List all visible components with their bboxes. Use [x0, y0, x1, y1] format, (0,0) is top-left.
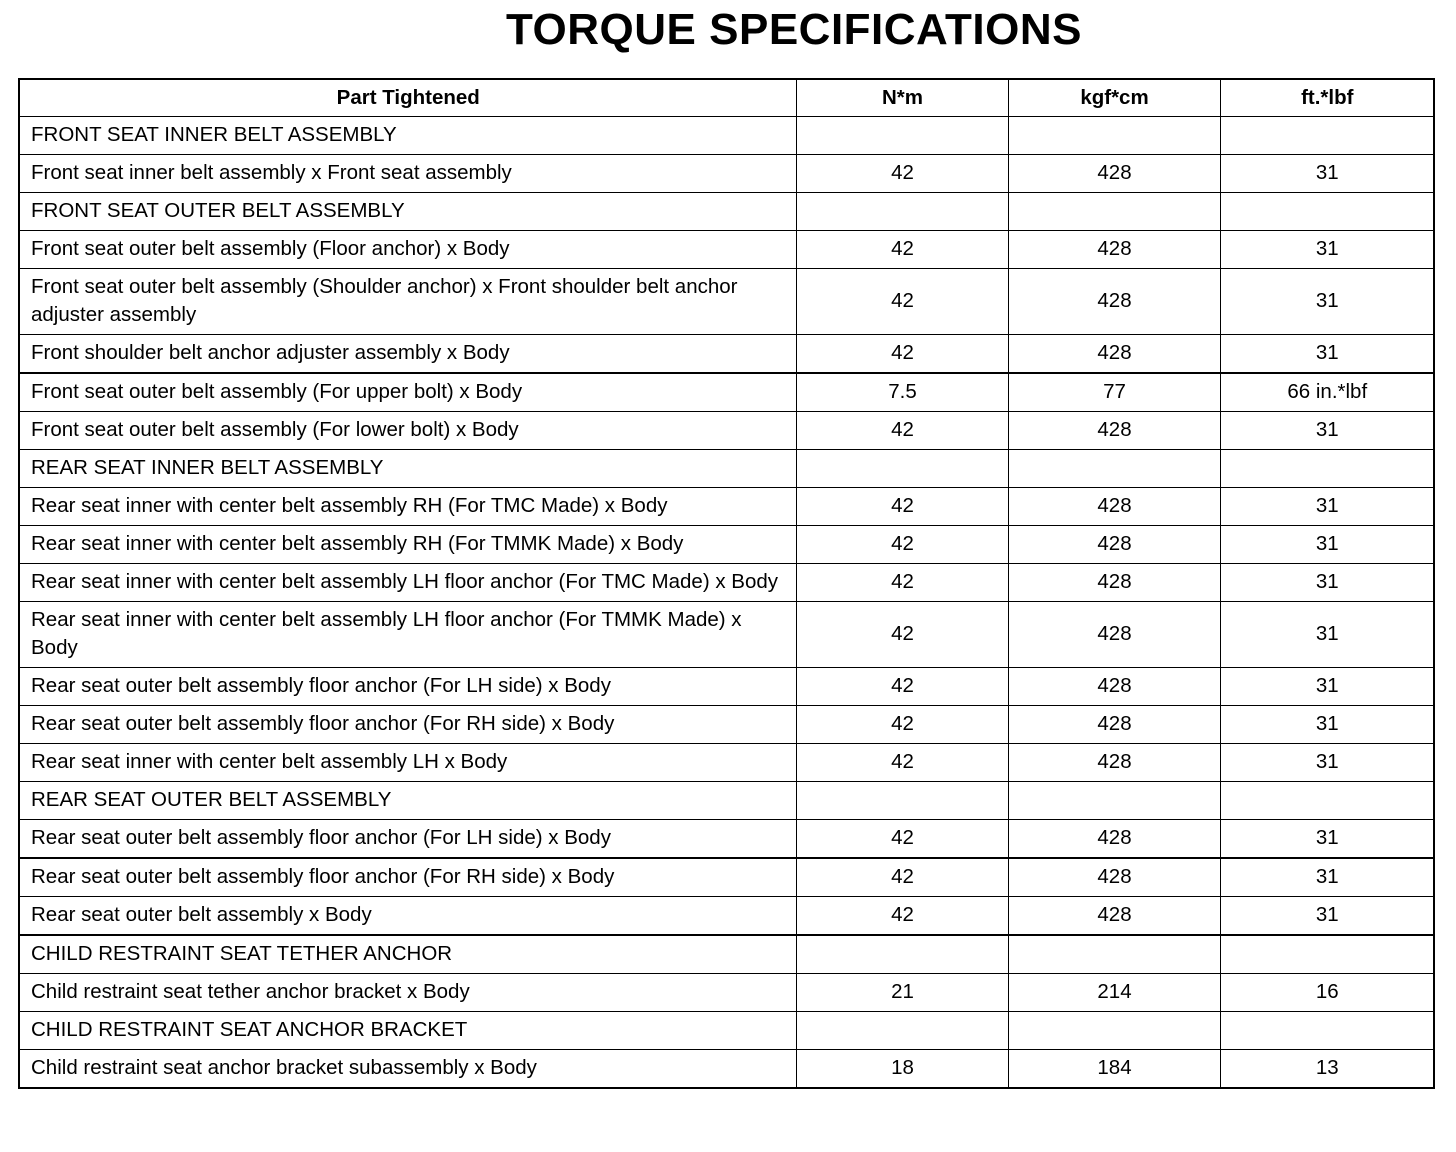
- table-row: [19, 269, 1434, 335]
- ftlbf-cell: [1220, 450, 1434, 488]
- nm-cell: 42: [796, 897, 1008, 936]
- part-cell: Rear seat inner with center belt assembly LH floor anchor (For TMC Made) x Body: [19, 564, 796, 602]
- nm-cell: 42: [796, 488, 1008, 526]
- part-cell: Front seat inner belt assembly x Front seat assembly: [19, 155, 796, 193]
- table-row: [19, 706, 1434, 744]
- ftlbf-cell: 31: [1220, 897, 1434, 936]
- nm-cell: 42: [796, 335, 1008, 374]
- page-title: TORQUE SPECIFICATIONS: [505, 5, 1083, 54]
- part-cell: Rear seat inner with center belt assembly LH floor anchor (For TMMK Made) x Body: [19, 602, 796, 668]
- part-cell: Rear seat outer belt assembly floor anchor (For RH side) x Body: [19, 858, 796, 897]
- nm-cell: 42: [796, 668, 1008, 706]
- table-row: [19, 564, 1434, 602]
- ftlbf-cell: 31: [1220, 488, 1434, 526]
- ftlbf-cell: 31: [1220, 269, 1434, 335]
- part-cell: Rear seat inner with center belt assembly LH x Body: [19, 744, 796, 782]
- ftlbf-cell: [1220, 117, 1434, 155]
- kgfcm-cell: 428: [1008, 488, 1220, 526]
- ftlbf-cell: 13: [1220, 1050, 1434, 1089]
- kgfcm-cell: 428: [1008, 269, 1220, 335]
- ftlbf-cell: 31: [1220, 602, 1434, 668]
- nm-cell: 42: [796, 412, 1008, 450]
- part-cell: FRONT SEAT OUTER BELT ASSEMBLY: [19, 193, 796, 231]
- nm-cell: [796, 935, 1008, 974]
- kgfcm-cell: [1008, 193, 1220, 231]
- table-row: [19, 744, 1434, 782]
- part-cell: Rear seat outer belt assembly floor anchor (For RH side) x Body: [19, 706, 796, 744]
- nm-cell: [796, 450, 1008, 488]
- kgfcm-cell: [1008, 1012, 1220, 1050]
- table-row: [19, 412, 1434, 450]
- section-row: [19, 450, 1434, 488]
- ftlbf-cell: 31: [1220, 155, 1434, 193]
- ftlbf-cell: 66 in.*lbf: [1220, 373, 1434, 412]
- table-row: [19, 858, 1434, 897]
- nm-cell: 42: [796, 602, 1008, 668]
- column-header-part: Part Tightened: [19, 79, 796, 117]
- header-row: [19, 79, 1434, 117]
- kgfcm-cell: [1008, 782, 1220, 820]
- table-row: [19, 1050, 1434, 1089]
- kgfcm-cell: 77: [1008, 373, 1220, 412]
- kgfcm-cell: 428: [1008, 564, 1220, 602]
- table-row: [19, 155, 1434, 193]
- column-header-kgfcm: kgf*cm: [1008, 79, 1220, 117]
- nm-cell: 42: [796, 744, 1008, 782]
- ftlbf-cell: 31: [1220, 668, 1434, 706]
- part-cell: CHILD RESTRAINT SEAT TETHER ANCHOR: [19, 935, 796, 974]
- kgfcm-cell: 428: [1008, 820, 1220, 859]
- nm-cell: 7.5: [796, 373, 1008, 412]
- table-row: [19, 820, 1434, 859]
- nm-cell: 42: [796, 269, 1008, 335]
- table-row: [19, 974, 1434, 1012]
- section-row: [19, 193, 1434, 231]
- kgfcm-cell: 428: [1008, 412, 1220, 450]
- nm-cell: [796, 117, 1008, 155]
- table-row: [19, 897, 1434, 936]
- table-row: [19, 526, 1434, 564]
- nm-cell: 42: [796, 155, 1008, 193]
- table-row: [19, 602, 1434, 668]
- nm-cell: 21: [796, 974, 1008, 1012]
- nm-cell: 42: [796, 706, 1008, 744]
- section-row: [19, 1012, 1434, 1050]
- ftlbf-cell: [1220, 782, 1434, 820]
- kgfcm-cell: 428: [1008, 231, 1220, 269]
- part-cell: Front seat outer belt assembly (Floor anchor) x Body: [19, 231, 796, 269]
- table-row: [19, 488, 1434, 526]
- nm-cell: 42: [796, 858, 1008, 897]
- nm-cell: [796, 193, 1008, 231]
- section-row: [19, 782, 1434, 820]
- part-cell: Rear seat outer belt assembly floor anchor (For LH side) x Body: [19, 668, 796, 706]
- ftlbf-cell: [1220, 935, 1434, 974]
- kgfcm-cell: [1008, 935, 1220, 974]
- ftlbf-cell: 31: [1220, 335, 1434, 374]
- kgfcm-cell: 428: [1008, 602, 1220, 668]
- part-cell: Rear seat inner with center belt assembly RH (For TMC Made) x Body: [19, 488, 796, 526]
- table-row: [19, 373, 1434, 412]
- part-cell: Rear seat outer belt assembly floor anchor (For LH side) x Body: [19, 820, 796, 859]
- kgfcm-cell: [1008, 450, 1220, 488]
- kgfcm-cell: 214: [1008, 974, 1220, 1012]
- column-header-nm: N*m: [796, 79, 1008, 117]
- part-cell: Rear seat inner with center belt assembly RH (For TMMK Made) x Body: [19, 526, 796, 564]
- nm-cell: [796, 782, 1008, 820]
- kgfcm-cell: 428: [1008, 526, 1220, 564]
- part-cell: FRONT SEAT INNER BELT ASSEMBLY: [19, 117, 796, 155]
- nm-cell: 42: [796, 564, 1008, 602]
- kgfcm-cell: 428: [1008, 897, 1220, 936]
- kgfcm-cell: [1008, 117, 1220, 155]
- ftlbf-cell: 16: [1220, 974, 1434, 1012]
- ftlbf-cell: 31: [1220, 706, 1434, 744]
- ftlbf-cell: 31: [1220, 744, 1434, 782]
- torque-spec-table: [18, 78, 1435, 1089]
- part-cell: REAR SEAT OUTER BELT ASSEMBLY: [19, 782, 796, 820]
- part-cell: REAR SEAT INNER BELT ASSEMBLY: [19, 450, 796, 488]
- ftlbf-cell: 31: [1220, 526, 1434, 564]
- kgfcm-cell: 428: [1008, 335, 1220, 374]
- part-cell: Rear seat outer belt assembly x Body: [19, 897, 796, 936]
- section-row: [19, 935, 1434, 974]
- table-row: [19, 668, 1434, 706]
- kgfcm-cell: 428: [1008, 155, 1220, 193]
- column-header-ftlbf: ft.*lbf: [1220, 79, 1434, 117]
- nm-cell: 42: [796, 820, 1008, 859]
- ftlbf-cell: 31: [1220, 231, 1434, 269]
- table-body: [19, 117, 1434, 1089]
- nm-cell: 18: [796, 1050, 1008, 1089]
- kgfcm-cell: 428: [1008, 706, 1220, 744]
- part-cell: Child restraint seat anchor bracket subassembly x Body: [19, 1050, 796, 1089]
- kgfcm-cell: 428: [1008, 744, 1220, 782]
- ftlbf-cell: 31: [1220, 820, 1434, 859]
- part-cell: Front seat outer belt assembly (For lower bolt) x Body: [19, 412, 796, 450]
- section-row: [19, 117, 1434, 155]
- table-row: [19, 335, 1434, 374]
- kgfcm-cell: 184: [1008, 1050, 1220, 1089]
- part-cell: Child restraint seat tether anchor bracket x Body: [19, 974, 796, 1012]
- nm-cell: [796, 1012, 1008, 1050]
- table-row: [19, 231, 1434, 269]
- nm-cell: 42: [796, 231, 1008, 269]
- ftlbf-cell: 31: [1220, 564, 1434, 602]
- part-cell: Front seat outer belt assembly (Shoulder anchor) x Front shoulder belt anchor adjuster assembly: [19, 269, 796, 335]
- kgfcm-cell: 428: [1008, 858, 1220, 897]
- kgfcm-cell: 428: [1008, 668, 1220, 706]
- part-cell: CHILD RESTRAINT SEAT ANCHOR BRACKET: [19, 1012, 796, 1050]
- part-cell: Front shoulder belt anchor adjuster assembly x Body: [19, 335, 796, 374]
- ftlbf-cell: 31: [1220, 412, 1434, 450]
- ftlbf-cell: 31: [1220, 858, 1434, 897]
- ftlbf-cell: [1220, 1012, 1434, 1050]
- ftlbf-cell: [1220, 193, 1434, 231]
- part-cell: Front seat outer belt assembly (For upper bolt) x Body: [19, 373, 796, 412]
- nm-cell: 42: [796, 526, 1008, 564]
